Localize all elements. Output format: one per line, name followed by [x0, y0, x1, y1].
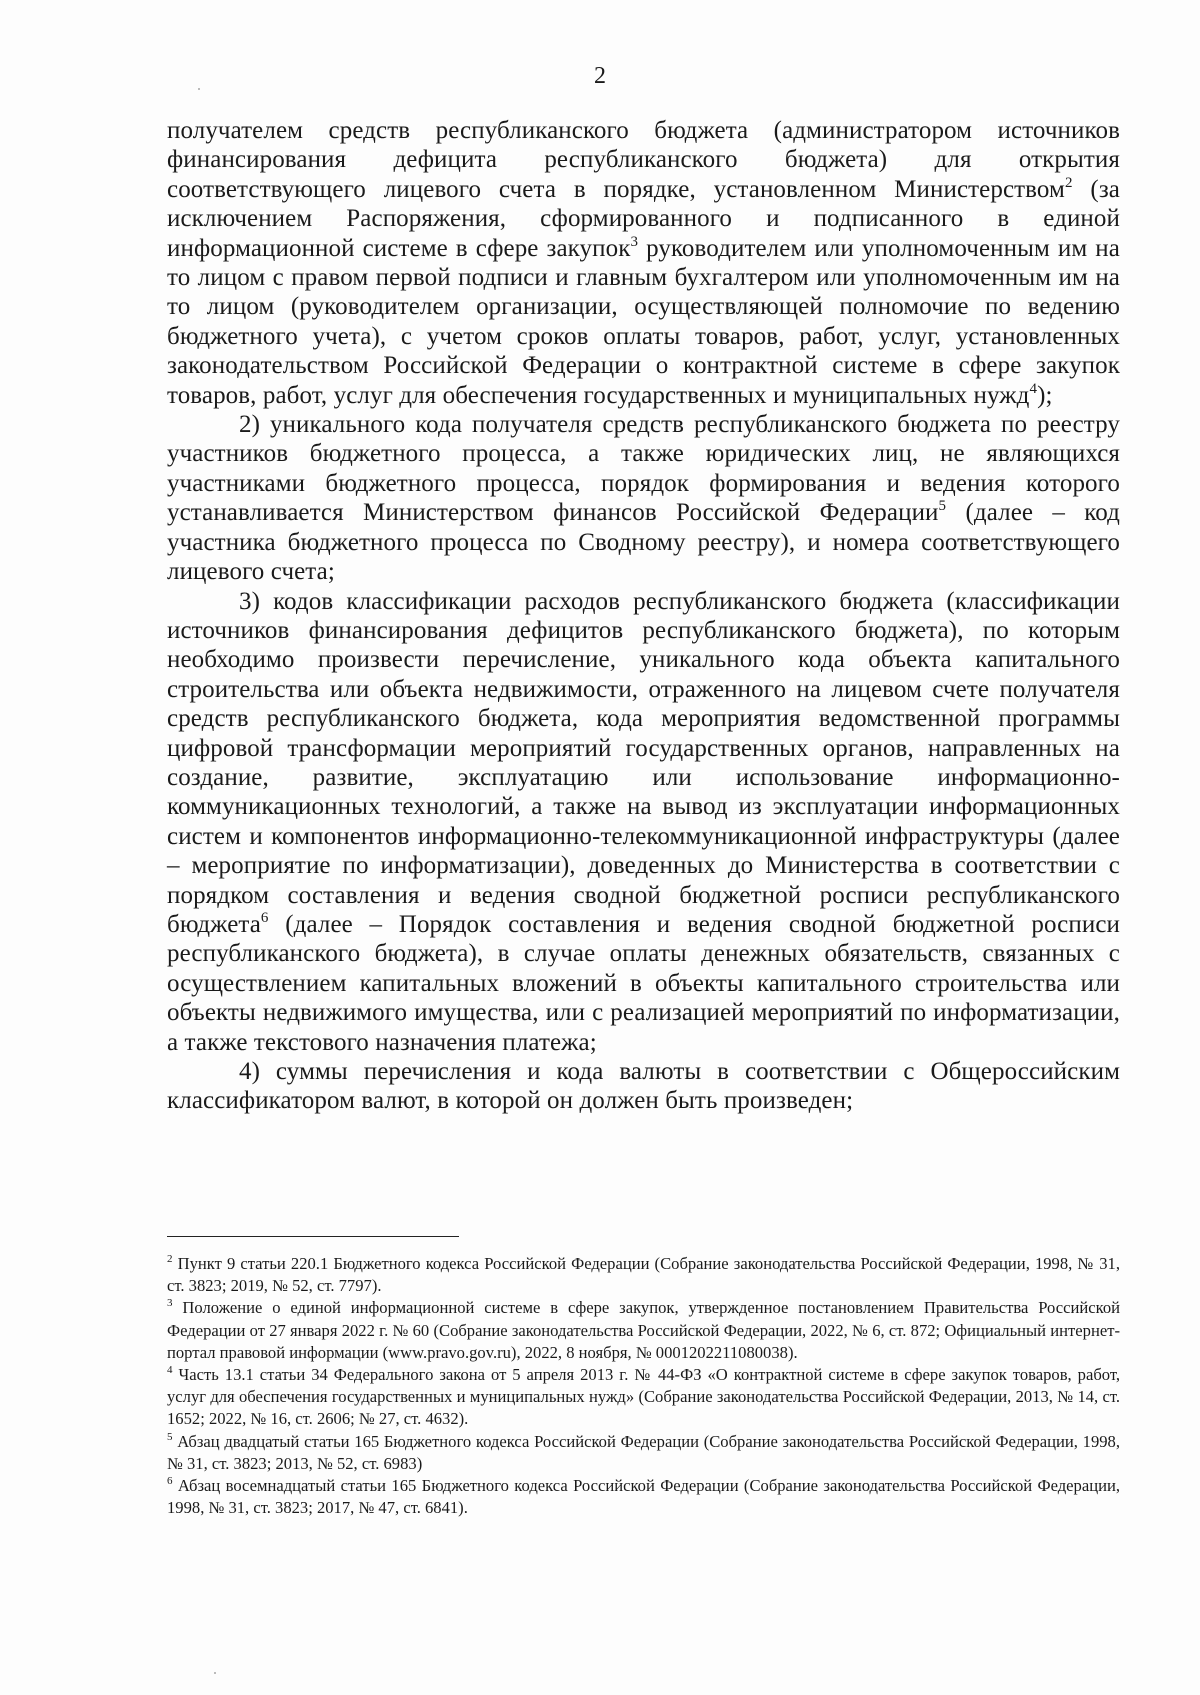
- paragraph-text: руководителем или уполномоченным им на то лицом с правом первой подписи и главным бухгалтером или уполномоченным им на то лицом (руководителем организации, осуществляющей полномочие по ведению бюджетного учета), с учетом сроков оплаты товаров, работ, услуг, установленных законодательством Российской Федерации о контрактной системе в сфере закупок товаров, работ, услуг для обеспечения государственных и муниципальных нужд: [167, 234, 1120, 409]
- footnote-text: Абзац двадцатый статьи 165 Бюджетного кодекса Российской Федерации (Собрание законодательства Российской Федерации, 1998, № 31, ст. 3823; 2013, № 52, ст. 6983): [167, 1431, 1120, 1473]
- paragraph: [167, 587, 1120, 1058]
- footnote: [167, 1253, 1120, 1297]
- paragraph-text: 4) суммы перечисления и кода валюты в соответствии с Общероссийским классификатором валют, в которой он должен быть произведен;: [167, 1058, 1120, 1115]
- footnote-reference: 6: [260, 909, 269, 926]
- footnote: [167, 1431, 1120, 1475]
- paragraph-text: (далее – код участника бюджетного процесса по Сводному реестру), и номера соответствующего лицевого счета;: [167, 499, 1120, 586]
- footnote-number: 2: [167, 1253, 173, 1265]
- footnote-text: Пункт 9 статьи 220.1 Бюджетного кодекса Российской Федерации (Собрание законодательства Российской Федерации, 1998, № 31, ст. 3823; 2019, № 52, ст. 7797).: [167, 1254, 1120, 1296]
- paragraph-text: 2) уникального кода получателя средств республиканского бюджета по реестру участников бюджетного процесса, а также юридических лиц, не являющихся участниками бюджетного процесса, порядок формирования и ведения которого устанавливается Министерством финансов Российской Федерации: [167, 411, 1120, 527]
- paragraph: [167, 116, 1120, 410]
- paragraph: [167, 1057, 1120, 1116]
- paragraph: [167, 410, 1120, 586]
- scan-speck: [214, 1672, 216, 1674]
- paragraph-text: получателем средств республиканского бюджета (администратором источников финансирования дефицита республиканского бюджета) для открытия соответствующего лицевого счета в порядке, установленном Министерством: [167, 117, 1120, 203]
- footnote-text: Абзац восемнадцатый статьи 165 Бюджетного кодекса Российской Федерации (Собрание законодательства Российской Федерации, 1998, № 31, ст. 3823; 2017, № 47, ст. 6841).: [167, 1476, 1120, 1518]
- paragraph-text: );: [1037, 381, 1053, 409]
- paragraph-text: 3) кодов классификации расходов республиканского бюджета (классификации источников финансирования дефицитов республиканского бюджета), по которым необходимо произвести перечисление, уникального кода объекта капитального строительства или объекта недвижимости, отраженного на лицевом счете получателя средств республиканского бюджета, кода мероприятия ведомственной программы цифровой трансформации мероприятий государственных органов, направленных на создание, развитие, эксплуатацию или использование информационно-коммуникационных технологий, а также на вывод из эксплуатации информационных систем и компонентов информационно-телекоммуникационной инфраструктуры (далее – мероприятие по информатизации), доведенных до Министерства в соответствии с порядком составления и ведения сводной бюджетной росписи республиканского бюджета: [167, 587, 1120, 938]
- paragraph-text: (за исключением Распоряжения, сформированного и подписанного в единой информационной системе в сфере закупок: [167, 175, 1120, 262]
- footnote: [167, 1297, 1120, 1364]
- body-text: [167, 116, 1120, 1116]
- page-number: 2: [594, 63, 606, 89]
- footnote-reference: 3: [630, 233, 639, 250]
- footnote-text: Часть 13.1 статьи 34 Федерального закона от 5 апреля 2013 г. № 44-ФЗ «О контрактной системе в сфере закупок товаров, работ, услуг для обеспечения государственных и муниципальных нужд» (Собрание законодательства Российской Федерации, 2013, № 14, ст. 1652; 2022, № 16, ст. 2606; № 27, ст. 4632).: [167, 1365, 1120, 1429]
- footnote: [167, 1364, 1120, 1431]
- footnote-number: 3: [167, 1297, 173, 1310]
- scan-speck: [198, 88, 200, 90]
- footnotes: [167, 1253, 1120, 1519]
- footnote-separator: [167, 1236, 459, 1237]
- footnote-reference: 2: [1064, 174, 1073, 191]
- footnote-number: 5: [167, 1430, 173, 1443]
- footnote-reference: 4: [1029, 380, 1038, 397]
- footnote-number: 4: [167, 1364, 173, 1377]
- footnote-reference: 5: [938, 498, 947, 515]
- footnote-text: Положение о единой информационной системе в сфере закупок, утвержденное постановлением Правительства Российской Федерации от 27 января 2022 г. № 60 (Собрание законодательства Российской Федерации, 2022, № 6, ст. 872; Официальный интернет-портал правовой информации (www.pravo.gov.ru), 2022, 8 ноября, № 0001202211080038).: [167, 1298, 1120, 1362]
- footnote-number: 6: [167, 1475, 173, 1488]
- paragraph-text: (далее – Порядок составления и ведения сводной бюджетной росписи республиканского бюджета), в случае оплаты денежных обязательств, связанных с осуществлением капитальных вложений в объекты капитального строительства или объекты недвижимого имущества, или с реализацией мероприятий по информатизации, а также текстового назначения платежа;: [167, 910, 1120, 1056]
- footnote: [167, 1475, 1120, 1519]
